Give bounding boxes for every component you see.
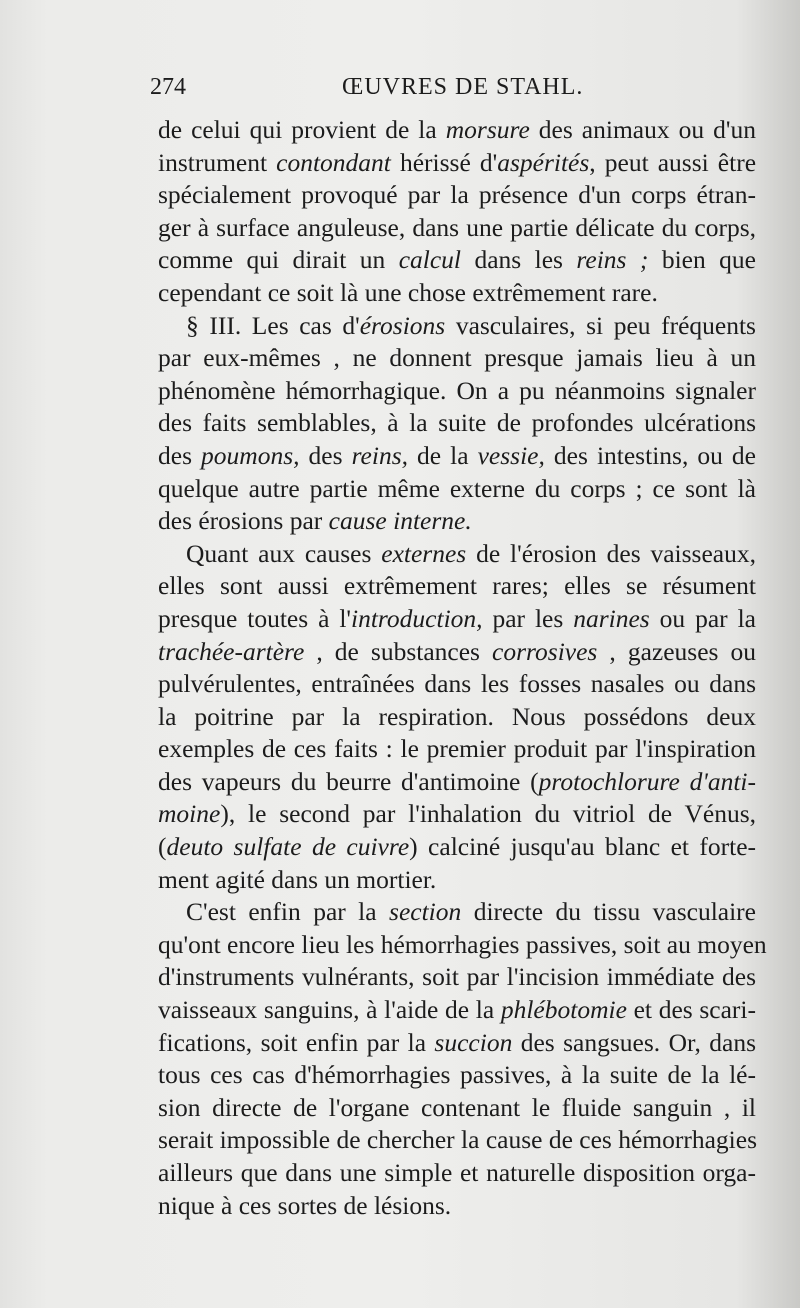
text-line (158, 701, 756, 734)
text-segment: des intestins, ou de (544, 440, 756, 470)
text-segment: ( (158, 832, 167, 862)
text-line (158, 244, 756, 277)
italic-text: narines (573, 603, 650, 633)
text-line (158, 636, 756, 669)
text-line (158, 831, 756, 864)
text-segment: , gazeuses ou (597, 636, 756, 666)
text-line (158, 733, 756, 766)
text-segment: d'instruments vulnérants, soit par l'incision immédiate des (158, 962, 756, 992)
text-line (158, 505, 756, 538)
italic-text: vessie, (477, 440, 545, 470)
italic-text: phlébotomie (500, 995, 627, 1025)
text-line (158, 570, 756, 603)
text-line (158, 310, 756, 343)
text-line (158, 277, 756, 310)
italic-text: reins ; (576, 245, 649, 275)
text-line (158, 1157, 756, 1190)
text-line (158, 212, 756, 245)
text-segment: des animaux ou d'un (529, 115, 756, 144)
italic-text: protochlorure d'anti- (538, 766, 756, 796)
italic-text: deuto sulfate de cuivre (166, 832, 410, 862)
body-text (158, 114, 767, 1222)
text-segment: elles sont aussi extrêmement rares; elles se résument (158, 571, 756, 601)
text-segment: presque toutes à l' (158, 603, 352, 633)
text-segment: tous ces cas d'hémorrhagies passives, à la suite de la lé- (158, 1060, 756, 1090)
text-segment: phénomène hémorrhagique. On a pu néanmoins signaler (158, 375, 756, 405)
italic-text: succion (434, 1027, 513, 1057)
text-line (158, 961, 756, 994)
text-segment: vaisseaux sanguins, à l'aide de la (158, 995, 501, 1025)
text-line (158, 342, 756, 375)
text-segment: des sangsues. Or, dans (512, 1027, 756, 1057)
text-segment: spécialement provoqué par la présence d'un corps étran- (158, 180, 756, 210)
text-segment: instrument (158, 147, 277, 177)
text-segment: des vapeurs du beurre d'antimoine ( (158, 766, 539, 796)
text-segment: Quant aux causes (186, 538, 382, 568)
text-line (158, 473, 756, 506)
text-line (158, 929, 767, 962)
italic-text: poumons, (201, 440, 300, 470)
text-line (158, 668, 756, 701)
italic-text: contondant (276, 147, 391, 177)
italic-text: érosions (359, 310, 446, 340)
italic-text: corrosives (492, 636, 598, 666)
text-line (158, 407, 756, 440)
italic-text: externes (381, 538, 467, 568)
text-line (158, 994, 756, 1027)
italic-text: introduction, (351, 603, 483, 633)
text-segment: dans les (461, 245, 577, 275)
text-segment: C'est enfin par la (186, 897, 390, 927)
text-segment: , de substances (304, 636, 493, 666)
paragraph (158, 114, 756, 310)
text-segment: la poitrine par la respiration. Nous possédons deux (158, 701, 756, 731)
paragraph (158, 896, 767, 1222)
text-segment: par eux-mêmes , ne donnent presque jamais lieu à un (158, 343, 756, 373)
page-number: 274 (150, 74, 186, 100)
text-line (158, 375, 756, 408)
text-segment: vasculaires, si peu fréquents (445, 310, 756, 340)
text-segment: de la (408, 440, 478, 470)
text-segment: des (299, 440, 352, 470)
text-segment: de l'érosion des vaisseaux, (466, 538, 756, 568)
text-segment: ger à surface anguleuse, dans une partie délicate du corps, (158, 212, 756, 242)
text-segment: des (158, 440, 202, 470)
text-segment: ailleurs que dans une simple et naturelle disposition orga- (158, 1158, 756, 1187)
text-segment: ), le second par l'inhalation du vitriol de Vénus, (220, 799, 756, 829)
text-line (158, 1124, 756, 1157)
text-segment: exemples de ces faits : le premier produit par l'inspiration (158, 734, 756, 764)
text-line (158, 440, 756, 473)
text-line (158, 114, 756, 147)
italic-text: moine (158, 799, 221, 829)
text-segment: bien que (648, 245, 756, 275)
italic-text: reins, (351, 440, 409, 470)
text-line (158, 766, 756, 799)
text-segment: ou par la (649, 603, 756, 633)
text-segment: serait impossible de chercher la cause de ces hémorrhagies (158, 1125, 757, 1155)
text-line (158, 1190, 756, 1223)
text-segment: des faits semblables, à la suite de profondes ulcérations (158, 408, 756, 438)
text-segment: ) calciné jusqu'au blanc et forte- (409, 832, 757, 862)
text-segment: par les (482, 603, 574, 633)
text-line (158, 1027, 756, 1060)
text-segment: hérissé d' (390, 147, 498, 177)
text-segment: quelque autre partie même externe du corps ; ce sont là (158, 473, 756, 503)
italic-text: aspérités (497, 147, 590, 177)
text-segment: des érosions par (158, 506, 329, 536)
text-line (158, 179, 756, 212)
text-segment: pulvérulentes, entraînées dans les fosses nasales ou dans (158, 669, 756, 699)
text-segment: sion directe de l'organe contenant le fluide sanguin , il (158, 1092, 756, 1122)
italic-text: cause interne. (328, 506, 472, 536)
italic-text: trachée-artère (158, 636, 305, 666)
text-line (158, 147, 756, 180)
text-segment: qu'ont encore lieu les hémorrhagies passives, soit au moyen (158, 929, 767, 959)
text-segment: directe du tissu vasculaire (461, 897, 756, 927)
text-segment: et des scari- (626, 995, 756, 1025)
italic-text: section (389, 897, 462, 927)
italic-text: morsure (445, 115, 530, 144)
text-segment: fications, soit enfin par la (158, 1027, 435, 1057)
text-line (158, 798, 756, 831)
italic-text: calcul (398, 245, 462, 275)
paragraph (158, 310, 756, 538)
text-line (158, 538, 756, 571)
text-segment: ment agité dans un mortier. (158, 864, 437, 894)
text-line (158, 1059, 756, 1092)
text-segment: nique à ces sortes de lésions. (158, 1190, 452, 1220)
text-segment: § III. Les cas d' (186, 310, 360, 340)
text-segment: de celui qui provient de la (158, 115, 446, 144)
paragraph (158, 538, 756, 897)
text-line (158, 864, 756, 897)
text-segment: , peut aussi être (589, 147, 757, 177)
text-segment: cependant ce soit là une chose extrêmement rare. (158, 277, 658, 307)
text-line (158, 1092, 756, 1125)
text-line (158, 603, 756, 636)
page-header (150, 74, 750, 108)
running-title: ŒUVRES DE STAHL. (342, 74, 584, 100)
text-line (158, 896, 756, 929)
text-segment: comme qui dirait un (158, 245, 399, 275)
